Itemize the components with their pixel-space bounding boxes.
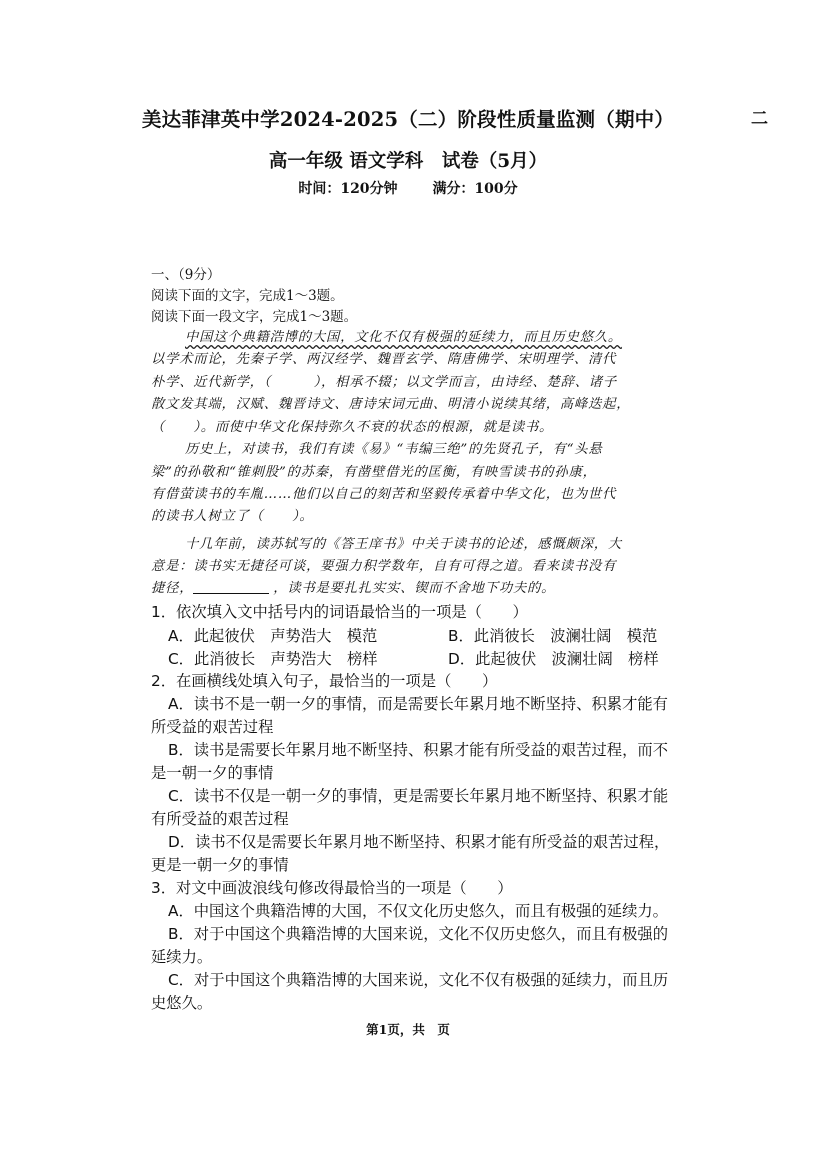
exam-title: 美达菲津英中学2024-2025（二）阶段性质量监测（期中）: [141, 108, 675, 131]
edge-mark: 二: [751, 109, 768, 129]
exam-score: 满分：100分: [432, 181, 518, 197]
option-a: A．此起彼伏 声势浩大 模范: [168, 627, 378, 645]
option-a: A．中国这个典籍浩博的大国，不仅文化历史悠久，而且有极强的延续力。: [168, 902, 668, 920]
option-b-cont: 是一朝一夕的事情: [151, 764, 274, 782]
passage-line: 意是：读书实无捷径可谈，要强力积学数年，自有可得之道。看来读书没有: [151, 559, 617, 574]
passage-line: 十几年前，读苏轼写的《答王庠书》中关于读书的论述，感慨颇深，大: [185, 537, 623, 552]
option-c: C．对于中国这个典籍浩博的大国来说，文化不仅有极强的延续力，而且历: [168, 971, 669, 989]
passage-text: ，读书是要扎扎实实、锲而不舍地下功夫的。: [273, 581, 556, 596]
page-number: 第1页，共 页: [366, 1022, 450, 1037]
passage-text: 捷径，: [151, 581, 194, 596]
option-a: A．读书不是一朝一夕的事情，而是需要长年累月地不断坚持、积累才能有: [168, 695, 668, 713]
passage-line: 历史上，对读书，我们有读《易》“韦编三绝”的先贤孔子，有“头悬: [185, 442, 603, 457]
passage-line-with-blank: [151, 577, 555, 596]
section-heading: 一、（9分）: [151, 267, 221, 283]
passage-line: 朴学、近代新学，（ ），相承不辍；以文学而言，由诗经、楚辞、诸子: [151, 375, 617, 390]
exam-meta: [0, 178, 816, 198]
option-d: D．此起彼伏 波澜壮阔 榜样: [448, 650, 659, 668]
option-d: D．读书不仅是需要长年累月地不断坚持、积累才能有所受益的艰苦过程，: [168, 833, 670, 851]
exam-time: 时间：120分钟: [298, 181, 398, 197]
passage-line: 梁”的孙敬和“锥刺股”的苏秦，有凿壁借光的匡衡，有映雪读书的孙康，: [151, 465, 597, 480]
option-c: C．此消彼长 声势浩大 榜样: [168, 650, 378, 668]
question-1-stem: 1．依次填入文中括号内的词语最恰当的一项是（ ）: [151, 603, 528, 621]
fill-in-blank: [193, 579, 269, 594]
instruction-2: 阅读下面一段文字，完成1～3题。: [151, 309, 358, 325]
option-c-cont: 史悠久。: [151, 994, 213, 1012]
passage-line: （ ）。而使中华文化保持弥久不衰的状态的根源，就是读书。: [151, 420, 554, 435]
option-d-cont: 更是一朝一夕的事情: [151, 856, 289, 874]
option-b: B．对于中国这个典籍浩博的大国来说，文化不仅历史悠久，而且有极强的: [168, 925, 668, 943]
option-a-cont: 所受益的艰苦过程: [151, 718, 274, 736]
passage-wavy-sentence: 中国这个典籍浩博的大国，文化不仅有极强的延续力，而且历史悠久。: [185, 330, 623, 345]
option-b: B．读书是需要长年累月地不断坚持、积累才能有所受益的艰苦过程，而不: [168, 741, 668, 759]
instruction-1: 阅读下面的文字，完成1～3题。: [151, 288, 344, 304]
option-b-cont: 延续力。: [151, 948, 213, 966]
passage-line: 散文发其端，汉赋、魏晋诗文、唐诗宋词元曲、明清小说续其绪，高峰迭起，: [151, 397, 631, 412]
passage-line: 的读书人树立了（ ）。: [151, 509, 314, 524]
option-c-cont: 有所受益的艰苦过程: [151, 810, 289, 828]
passage-line: 有借萤读书的车胤……他们以自己的刻苦和坚毅传承着中华文化，也为世代: [151, 487, 617, 502]
exam-subtitle: 高一年级 语文学科 试卷（5月）: [268, 151, 548, 172]
question-2-stem: 2．在画横线处填入句子，最恰当的一项是（ ）: [151, 672, 498, 690]
question-3-stem: 3．对文中画波浪线句修改得最恰当的一项是（ ）: [151, 879, 513, 897]
passage-line: 以学术而论，先秦子学、两汉经学、魏晋玄学、隋唐佛学、宋明理学、清代: [151, 352, 617, 367]
option-b: B．此消彼长 波澜壮阔 模范: [448, 627, 658, 645]
option-c: C．读书不仅是一朝一夕的事情，更是需要长年累月地不断坚持、积累才能: [168, 787, 669, 805]
